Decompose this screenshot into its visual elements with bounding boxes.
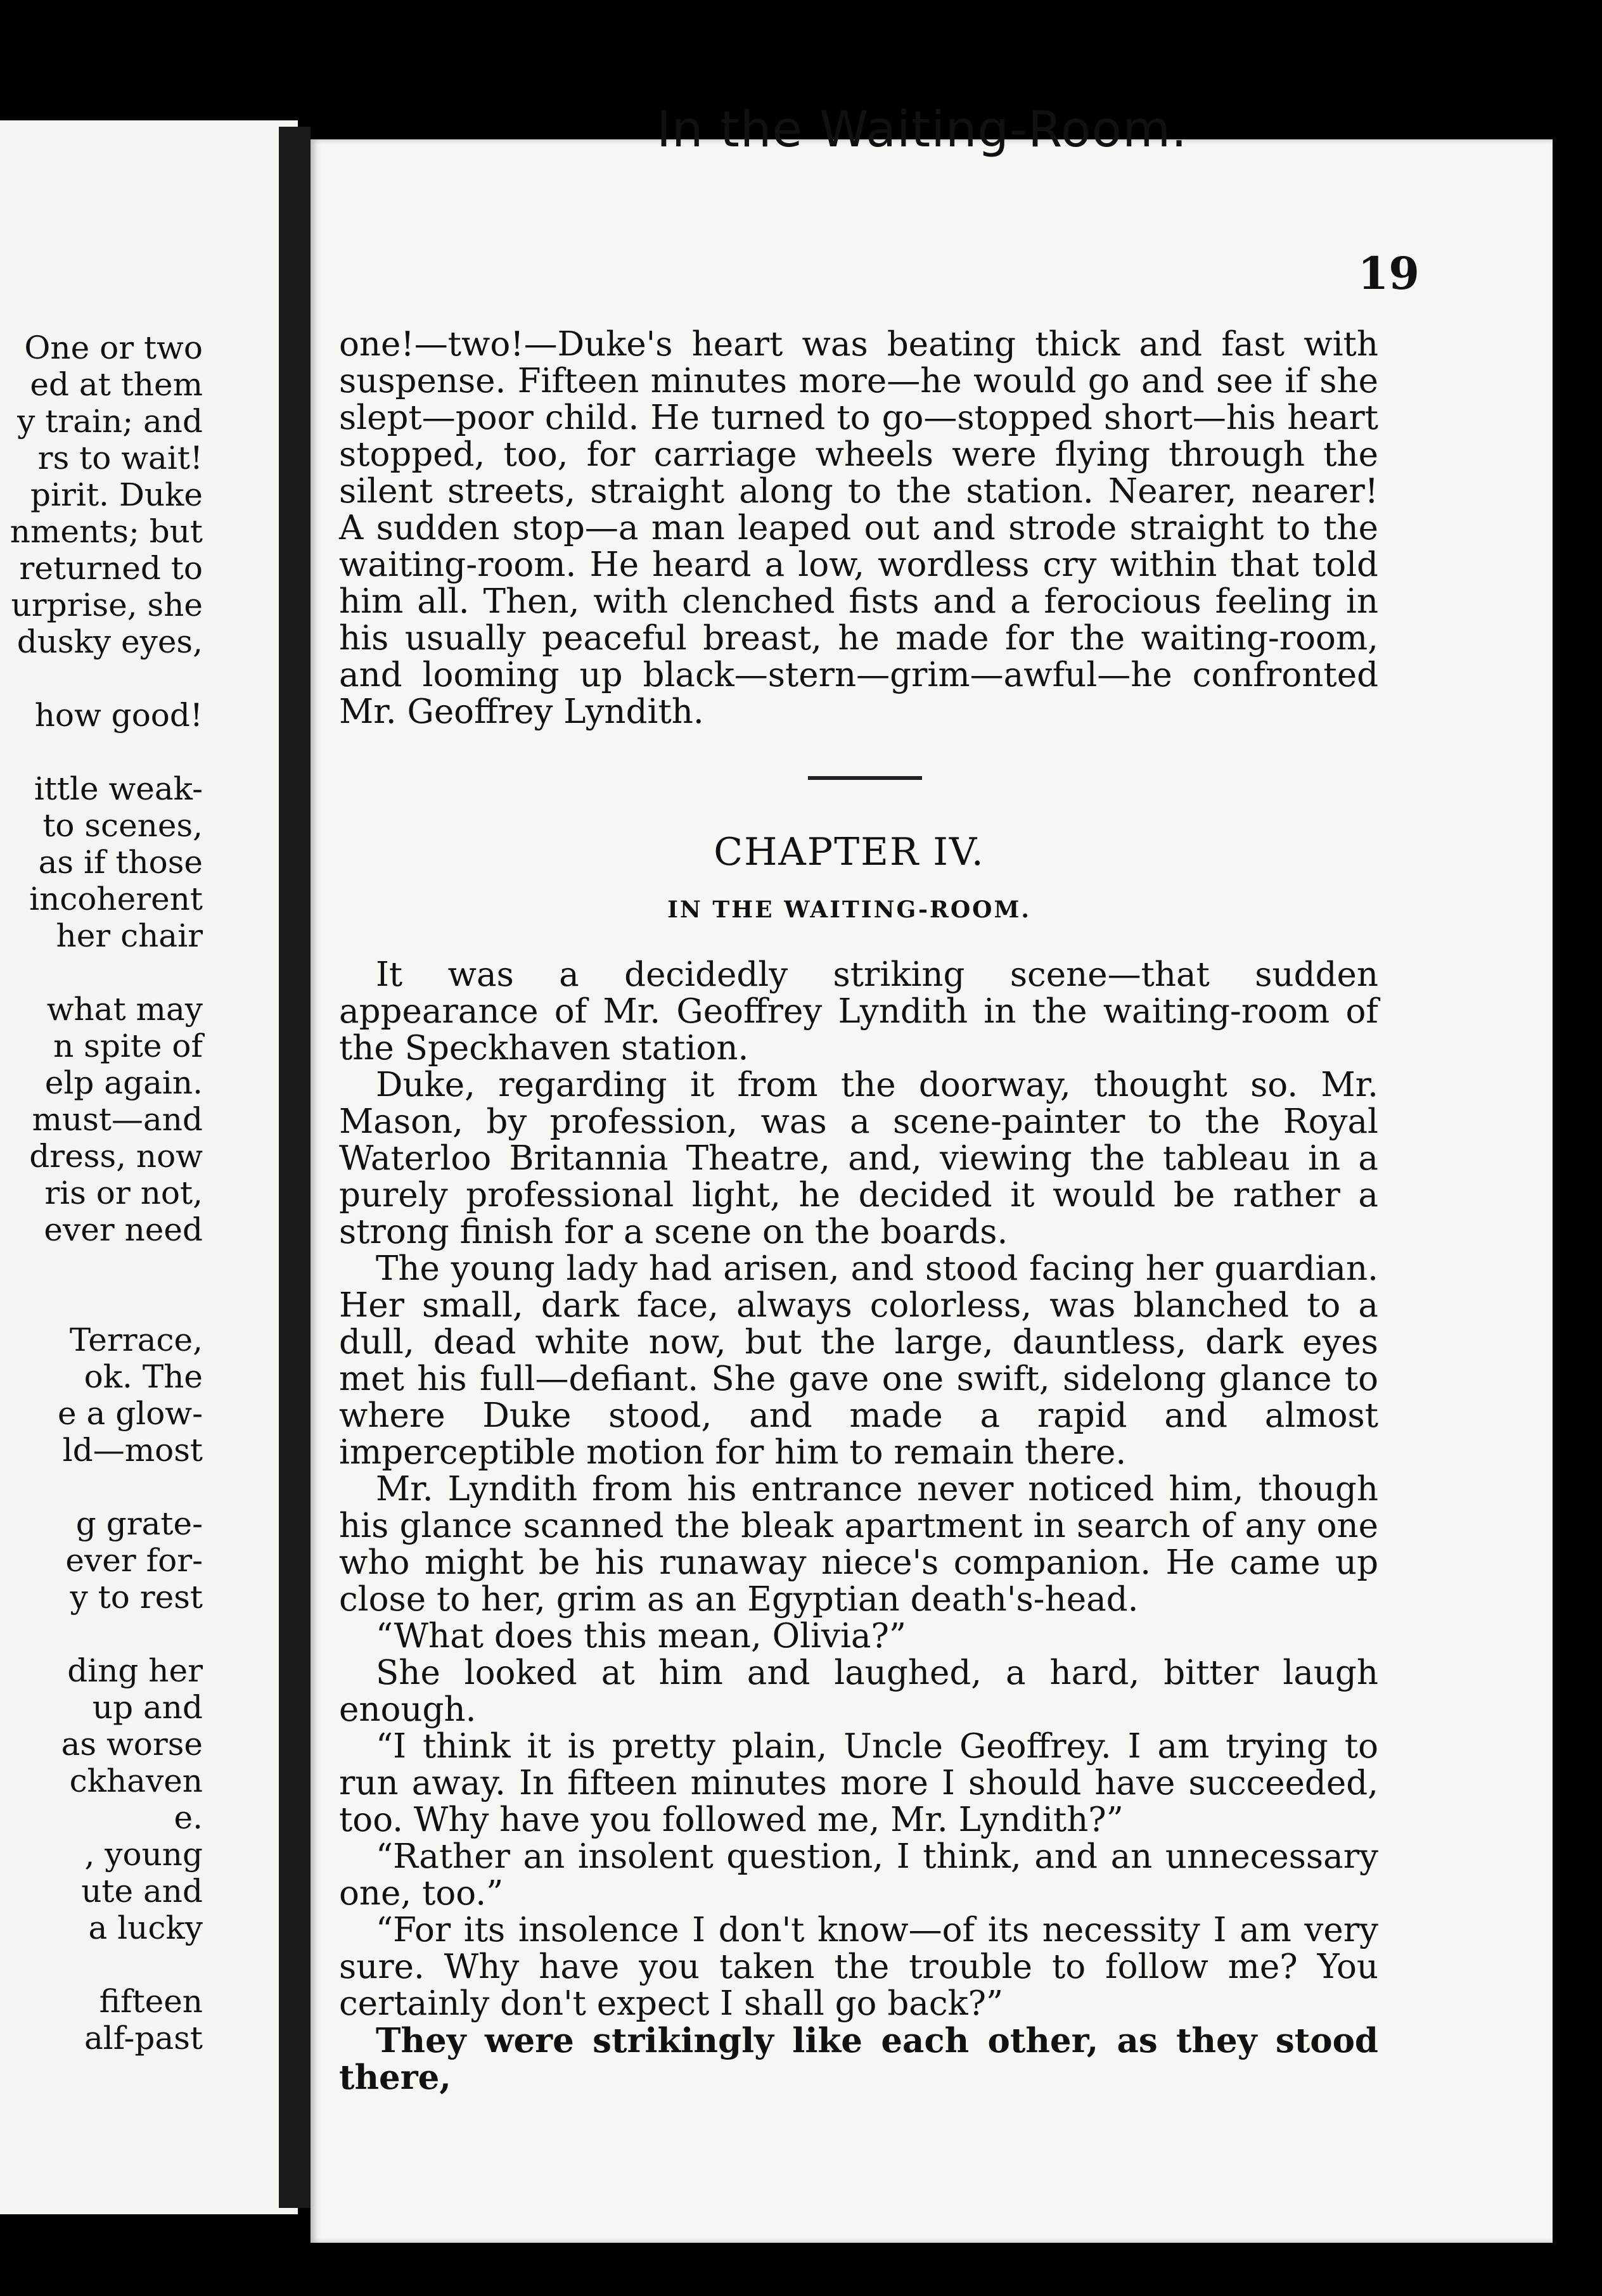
left-page-line: as worse — [61, 1726, 203, 1763]
paragraph: Mr. Lyndith from his entrance never noticed him, though his glance scanned the bleak apartment in search of any one who might be his runaway niece's companion. He came up close to her, grim as an Egyptian death's-head. — [339, 1470, 1378, 1619]
left-page-line: as if those — [38, 844, 203, 881]
left-page-line: ever need — [44, 1211, 203, 1248]
section-rule — [808, 776, 922, 780]
left-page-line: returned to — [19, 550, 203, 587]
left-page-line: y train; and — [17, 403, 203, 440]
left-page — [0, 120, 298, 2214]
left-page-line: ris or not, — [44, 1175, 203, 1211]
left-page-line: Terrace, — [69, 1322, 203, 1358]
page-number: 19 — [1357, 247, 1419, 300]
left-page-line: nments; but — [10, 513, 203, 550]
left-page-line: incoherent — [29, 881, 203, 917]
left-page-line: dusky eyes, — [16, 623, 203, 660]
left-page-line: rs to wait! — [37, 440, 203, 476]
chapter-body — [339, 957, 1378, 2096]
paragraph: Duke, regarding it from the doorway, thought so. Mr. Mason, by profession, was a scene-painter to the Royal Waterloo Britannia Theatre, and, viewing the tableau in a purely professional light, he decided it would be rather a strong finish for a scene on the boards. — [339, 1066, 1378, 1251]
paragraph: It was a decidedly striking scene—that sudden appearance of Mr. Geoffrey Lyndith in the waiting-room of the Speckhaven station. — [339, 955, 1378, 1068]
top-paragraph-block — [339, 326, 1378, 730]
top-paragraph: one!—two!—Duke's heart was beating thick and fast with suspense. Fifteen minutes more—he would go and see if she slept—poor child. He turned to go—stopped short—his heart stopped, too, for carriage wheels were flying through the silent streets, straight along to the station. Nearer, nearer! A sudden stop—a man leaped out and strode straight to the waiting-room. He heard a low, wordless cry within that told him all. Then, with clenched fists and a ferocious feeling in his usually peaceful breast, he made for the waiting-room, and looming up black—stern—grim—awful—he confronted Mr. Geoffrey Lyndith. — [339, 325, 1378, 731]
left-page-line: how good! — [34, 697, 203, 734]
left-page-line: ed at them — [30, 366, 203, 403]
left-page-line: to scenes, — [42, 807, 203, 844]
left-page-line: n spite of — [53, 1028, 203, 1064]
left-page-line: ok. The — [84, 1358, 203, 1395]
paragraph-last-line: They were strikingly like each other, as they stood there, — [339, 2021, 1378, 2097]
left-page-line: ld—most — [62, 1432, 203, 1469]
left-page-line: fifteen — [99, 1983, 203, 2020]
left-page-line: ding her — [67, 1652, 203, 1689]
paragraph: “Rather an insolent question, I think, and an unnecessary one, too.” — [339, 1837, 1378, 1913]
left-page-line: a lucky — [88, 1910, 203, 1946]
left-page-line: her chair — [56, 917, 203, 954]
left-page-line: One or two — [24, 329, 203, 366]
left-page-line: up and — [92, 1689, 203, 1726]
left-page-line: y to rest — [70, 1579, 203, 1616]
left-page-line: ckhaven — [69, 1763, 203, 1799]
paragraph: “For its insolence I don't know—of its necessity I am very sure. Why have you taken the trouble to follow me? You certainly don't expect I shall go back?” — [339, 1911, 1378, 2023]
left-page-line: what may — [46, 991, 203, 1028]
chapter-subtitle: IN THE WAITING-ROOM. — [667, 896, 1031, 923]
paragraph: She looked at him and laughed, a hard, bitter laugh enough. — [339, 1654, 1378, 1729]
paragraph: The young lady had arisen, and stood facing her guardian. Her small, dark face, always colorless, was blanched to a dull, dead white now, but the large, dauntless, dark eyes met his full—defiant. She gave one swift, sidelong glance to where Duke stood, and made a rapid and almost imperceptible motion for him to remain there. — [339, 1249, 1378, 1472]
left-page-line: e. — [174, 1799, 203, 1836]
left-page-line: alf-past — [84, 2020, 203, 2057]
left-page-line: ever for- — [65, 1542, 203, 1579]
left-page-line: e a glow- — [58, 1395, 203, 1432]
left-page-line: , young — [84, 1836, 203, 1873]
left-page-line: elp again. — [44, 1064, 203, 1101]
book-gutter — [279, 127, 311, 2208]
left-page-line: dress, now — [29, 1138, 203, 1175]
left-page-line: must—and — [32, 1101, 203, 1138]
left-page-line: ittle weak- — [34, 770, 203, 807]
paragraph: “What does this mean, Olivia?” — [376, 1617, 907, 1655]
right-page — [311, 101, 1553, 2243]
running-head: In the Waiting-Room. — [657, 101, 1188, 158]
left-page-line: urprise, she — [11, 587, 203, 623]
chapter-title: CHAPTER IV. — [714, 830, 985, 874]
left-page-line: ute and — [81, 1873, 203, 1910]
paragraph: “I think it is pretty plain, Uncle Geoffrey. I am trying to run away. In fifteen minutes more I should have succeeded, too. Why have you followed me, Mr. Lyndith?” — [339, 1727, 1378, 1839]
left-page-line: pirit. Duke — [30, 476, 203, 513]
left-page-line: g grate- — [75, 1505, 203, 1542]
